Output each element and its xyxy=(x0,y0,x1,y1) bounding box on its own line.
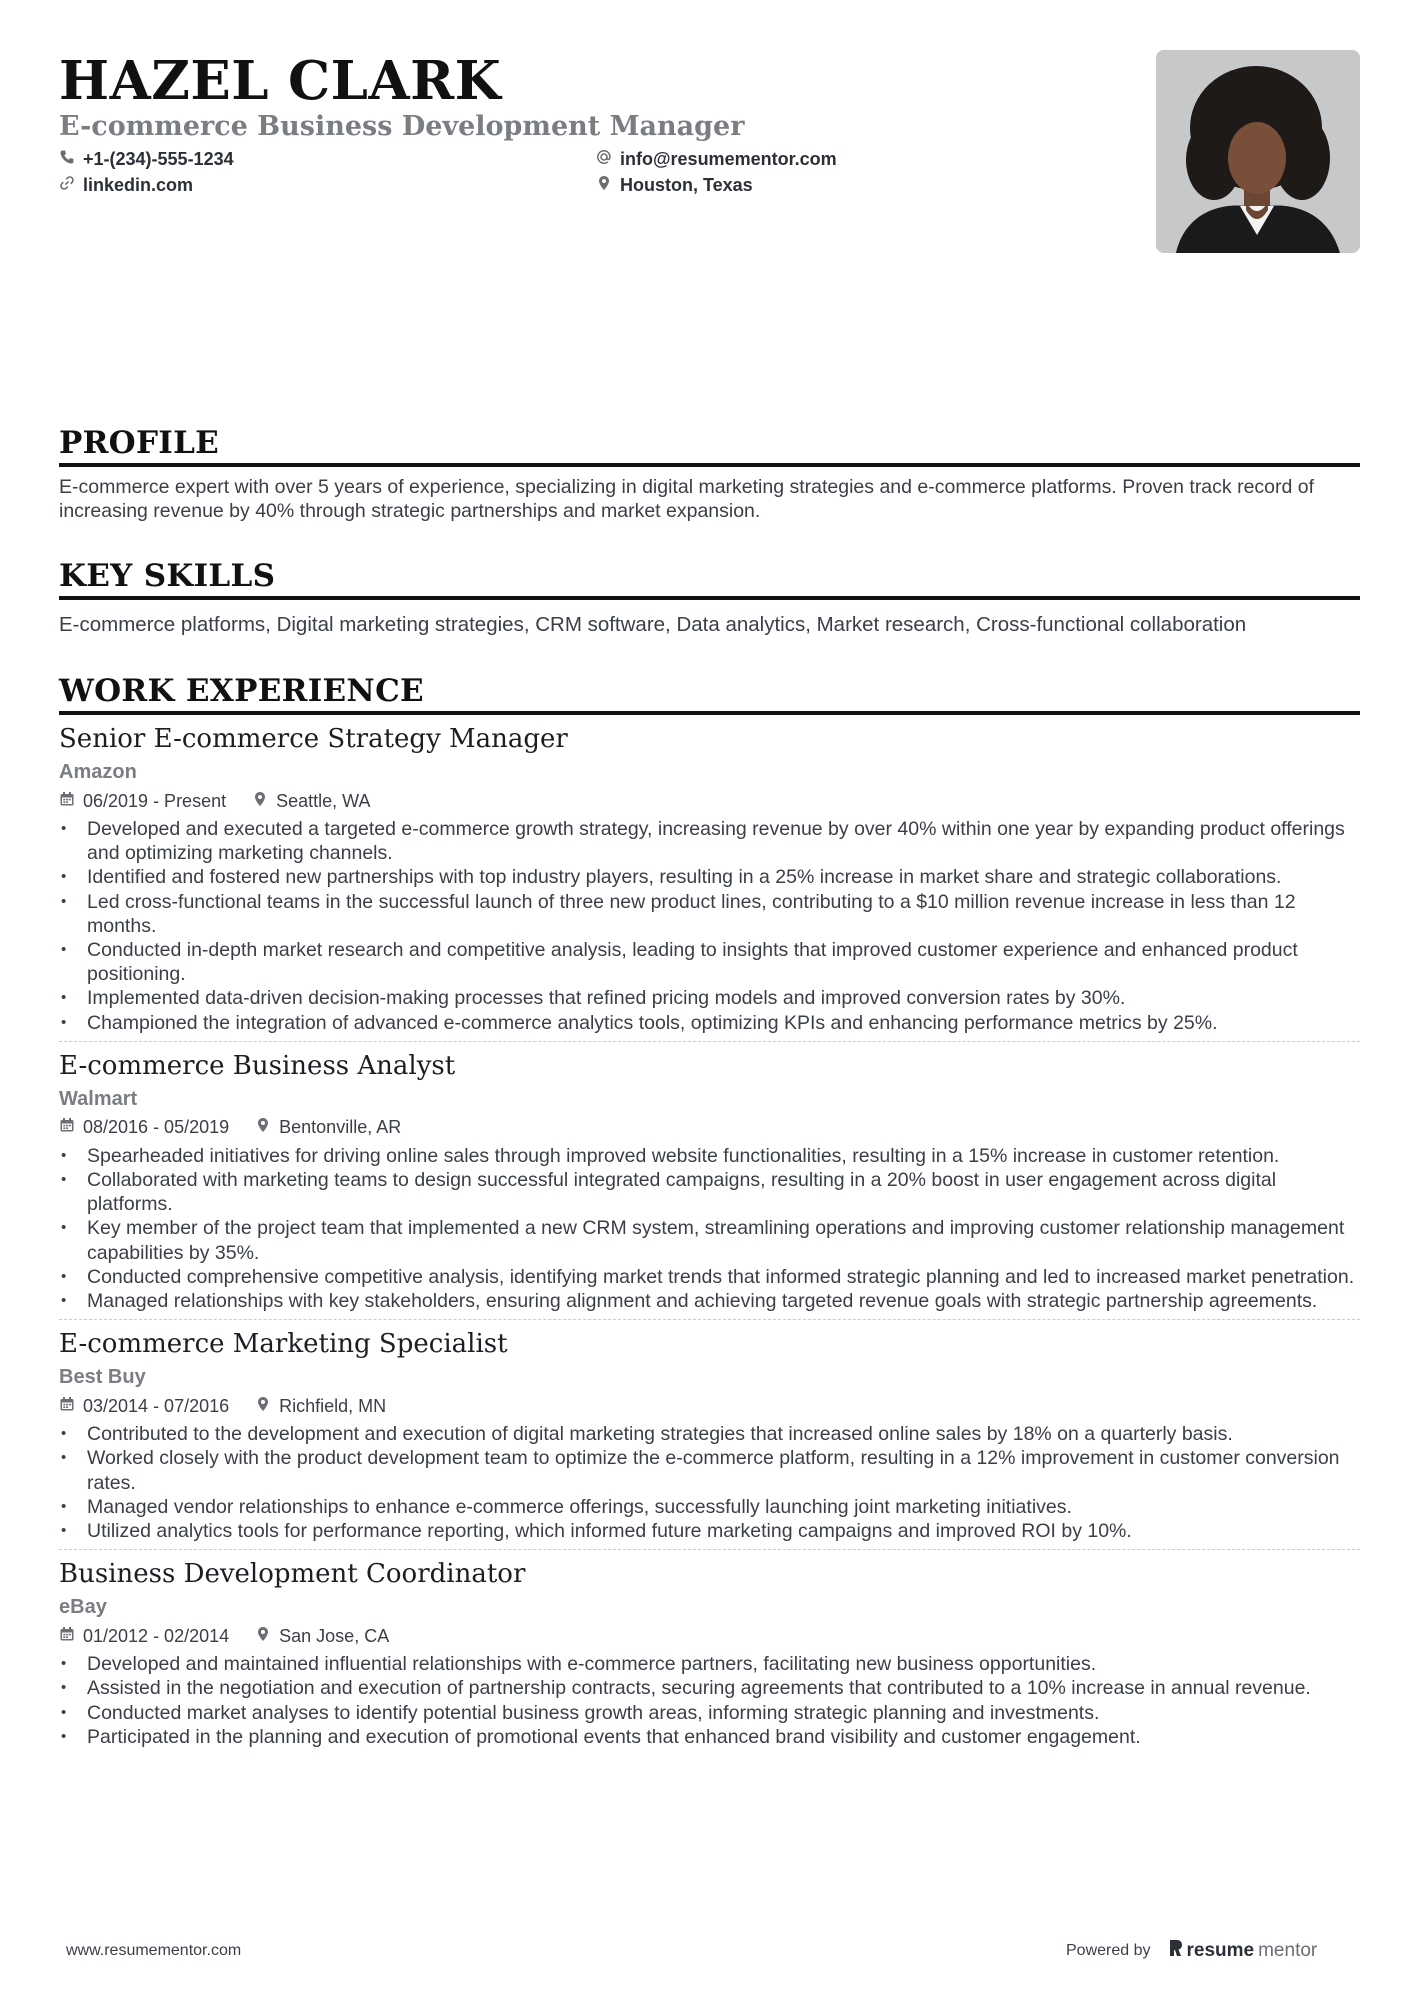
job-meta xyxy=(59,1624,1360,1648)
job-role: E-commerce Business Analyst xyxy=(59,1050,456,1081)
job-bullet: • Spearheaded initiatives for driving online sales through improved website functionalities, resulting in a 15% increase in customer retention. xyxy=(59,1144,1360,1168)
at-icon xyxy=(596,149,612,170)
job-entry xyxy=(59,1328,1360,1550)
job-bullets xyxy=(59,1652,1360,1749)
contact-info xyxy=(59,148,1360,196)
location-pin-icon xyxy=(255,1117,271,1138)
job-location xyxy=(255,1626,389,1647)
job-dates xyxy=(59,791,226,812)
job-dates xyxy=(59,1396,229,1417)
job-bullet: • Championed the integration of advanced e-commerce analytics tools, optimizing KPIs and enhancing performance metrics by 25%. xyxy=(59,1011,1360,1035)
job-bullet: • Identified and fostered new partnerships with top industry players, resulting in a 25% increase in market share and strategic collaborations. xyxy=(59,865,1360,889)
job-dates-text: 03/2014 - 07/2016 xyxy=(83,1395,230,1416)
contact-phone xyxy=(59,148,596,170)
contact-linkedin-text: linkedin.com xyxy=(83,174,194,195)
location-pin-icon xyxy=(255,1626,271,1647)
job-dates xyxy=(59,1626,229,1647)
profile-heading: PROFILE xyxy=(59,424,1360,467)
job-role: Senior E-commerce Strategy Manager xyxy=(59,724,568,754)
powered-by-label: Powered by xyxy=(1066,1942,1151,1959)
job-role: Business Development Coordinator xyxy=(59,1559,526,1590)
profile-text: E-commerce expert with over 5 years of experience, specializing in digital marketing strategies and e-commerce platforms. Proven track record of increasing revenue by 40% through strategic partnerships and market expansion. xyxy=(59,476,1315,522)
job-company: Amazon xyxy=(59,761,137,783)
job-bullet: • Conducted market analyses to identify potential business growth areas, informing strategic planning and investments. xyxy=(59,1701,1360,1725)
job-company: Best Buy xyxy=(59,1366,146,1389)
job-bullet: • Managed relationships with key stakeholders, ensuring alignment and achieving targeted revenue goals with strategic partnership agreements. xyxy=(59,1289,1360,1313)
link-icon xyxy=(59,175,75,196)
profile-section xyxy=(59,424,1360,523)
job-entry xyxy=(59,1050,1360,1320)
job-entry xyxy=(59,723,1360,1042)
candidate-title: E-commerce Business Development Manager xyxy=(59,111,745,142)
contact-location-text: Houston, Texas xyxy=(620,174,753,195)
job-location xyxy=(255,1396,386,1417)
job-bullet: • Conducted comprehensive competitive analysis, identifying market trends that informed strategic planning and led to increased market penetration. xyxy=(59,1265,1360,1289)
job-bullets xyxy=(59,1422,1360,1543)
footer-branding xyxy=(1066,1938,1317,1964)
work-experience-heading: WORK EXPERIENCE xyxy=(59,672,1360,715)
job-location-text: Bentonville, AR xyxy=(279,1117,402,1138)
footer-website[interactable]: www.resumementor.com xyxy=(66,1942,242,1959)
job-bullet: • Implemented data-driven decision-making processes that refined pricing models and improved conversion rates by 30%. xyxy=(59,986,1360,1010)
job-location-text: Richfield, MN xyxy=(279,1395,387,1416)
candidate-name: HAZEL CLARK xyxy=(59,50,502,112)
job-bullet: • Contributed to the development and execution of digital marketing strategies that increased online sales by 18% on a quarterly basis. xyxy=(59,1422,1360,1446)
job-bullet: • Key member of the project team that implemented a new CRM system, streamlining operations and improving customer relationship management capabilities by 35%. xyxy=(59,1216,1360,1264)
job-dates-text: 06/2019 - Present xyxy=(83,790,227,811)
brand-logo[interactable] xyxy=(1167,1938,1318,1964)
job-bullet: • Worked closely with the product development team to optimize the e-commerce platform, resulting in a 12% improvement in customer conversion rates. xyxy=(59,1446,1360,1494)
job-bullet: • Developed and maintained influential relationships with e-commerce partners, facilitating new business opportunities. xyxy=(59,1652,1360,1676)
brand-name-bold: resume xyxy=(1186,1940,1255,1961)
skills-heading: KEY SKILLS xyxy=(59,557,1360,600)
job-meta xyxy=(59,1394,1360,1418)
job-meta xyxy=(59,789,1360,813)
location-pin-icon xyxy=(596,175,612,196)
job-bullet: • Participated in the planning and execution of promotional events that enhanced brand visibility and customer engagement. xyxy=(59,1725,1360,1749)
job-list xyxy=(59,723,1360,1755)
job-bullet: • Assisted in the negotiation and execution of partnership contracts, securing agreements that contributed to a 10% increase in annual revenue. xyxy=(59,1676,1360,1700)
contact-email[interactable] xyxy=(596,148,996,170)
calendar-icon xyxy=(59,1626,75,1647)
skills-section xyxy=(59,557,1360,638)
job-bullets xyxy=(59,817,1360,1035)
job-bullet: • Utilized analytics tools for performance reporting, which informed future marketing campaigns and improved ROI by 10%. xyxy=(59,1519,1360,1543)
contact-location xyxy=(596,174,996,196)
job-role: E-commerce Marketing Specialist xyxy=(59,1329,508,1360)
job-bullet: • Developed and executed a targeted e-commerce growth strategy, increasing revenue by over 40% within one year by expanding product offerings and optimizing marketing channels. xyxy=(59,817,1360,865)
contact-linkedin[interactable] xyxy=(59,174,596,196)
brand-name-light: mentor xyxy=(1258,1940,1318,1961)
calendar-icon xyxy=(59,791,75,812)
phone-icon xyxy=(59,149,75,170)
job-company: Walmart xyxy=(59,1087,138,1110)
job-dates-text: 08/2016 - 05/2019 xyxy=(83,1117,230,1138)
job-dates xyxy=(59,1117,229,1138)
job-location xyxy=(252,791,370,812)
work-experience-section xyxy=(59,672,1360,1755)
skills-text: E-commerce platforms, Digital marketing strategies, CRM software, Data analytics, Market research, Cross-functional collaboration xyxy=(59,613,1247,636)
job-bullets xyxy=(59,1144,1360,1313)
contact-phone-text: +1-(234)-555-1234 xyxy=(83,148,234,169)
calendar-icon xyxy=(59,1396,75,1417)
contact-email-text: info@resumementor.com xyxy=(620,148,837,169)
job-dates-text: 01/2012 - 02/2014 xyxy=(83,1625,230,1646)
calendar-icon xyxy=(59,1117,75,1138)
resumementor-logo-icon xyxy=(1167,1938,1183,1964)
job-bullet: • Managed vendor relationships to enhance e-commerce offerings, successfully launching joint marketing initiatives. xyxy=(59,1495,1360,1519)
location-pin-icon xyxy=(252,791,268,812)
job-bullet: • Conducted in-depth market research and competitive analysis, leading to insights that improved customer experience and enhanced product positioning. xyxy=(59,938,1360,986)
job-bullet: • Collaborated with marketing teams to design successful integrated campaigns, resulting in a 20% boost in user engagement across digital platforms. xyxy=(59,1168,1360,1216)
job-location-text: San Jose, CA xyxy=(279,1625,390,1646)
job-company: eBay xyxy=(59,1596,107,1619)
job-location xyxy=(255,1117,401,1138)
job-location-text: Seattle, WA xyxy=(276,790,371,811)
resume-content xyxy=(59,48,1360,1761)
location-pin-icon xyxy=(255,1396,271,1417)
job-bullet: • Led cross-functional teams in the successful launch of three new product lines, contributing to a $10 million revenue increase in less than 12 months. xyxy=(59,890,1360,938)
job-meta xyxy=(59,1116,1360,1140)
job-entry xyxy=(59,1558,1360,1755)
